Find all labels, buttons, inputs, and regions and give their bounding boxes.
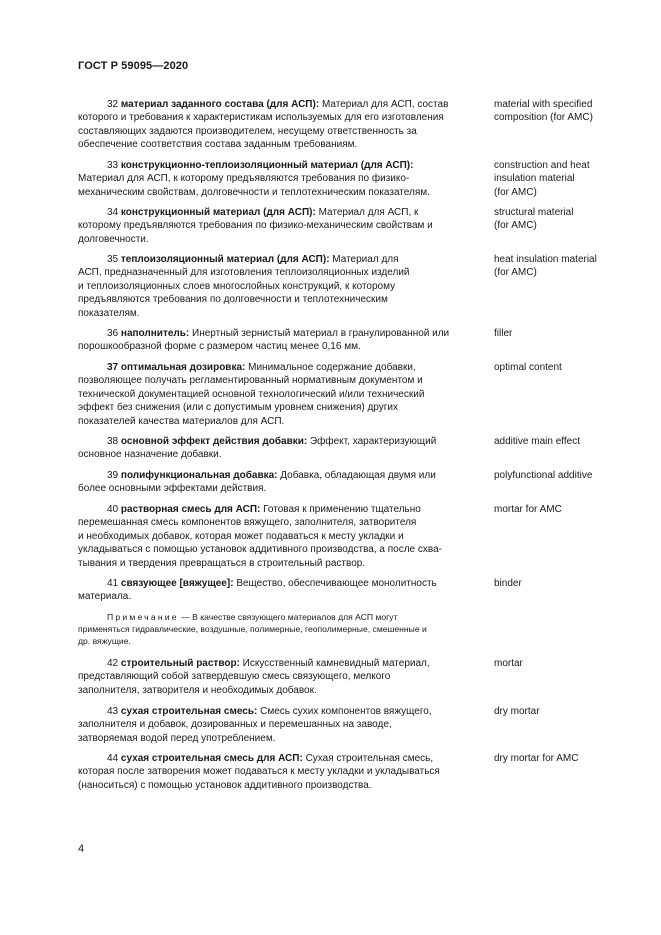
english-line: binder [494, 578, 522, 589]
english-equivalent [494, 98, 634, 125]
definition-line: (наноситься) с помощью установок аддитивного производства. [78, 779, 372, 791]
document-standard-header: ГОСТ Р 59095—2020 [78, 60, 189, 72]
note-label: Примечание [107, 612, 179, 622]
definition-line: и теплоизоляционных слоев многослойных конструкций, к которому [78, 280, 396, 292]
definition-line: Материал для АСП, к которому предъявляются требования по физико- [78, 173, 410, 185]
english-equivalent [494, 469, 634, 482]
term-title: связующее [вяжущее]: [120, 578, 234, 589]
term-definition [78, 577, 493, 604]
term-number: 41 [107, 578, 119, 589]
english-line: additive main effect [494, 436, 580, 447]
definition-line: показателям. [78, 307, 140, 319]
note-line: др. вяжущие. [78, 636, 131, 646]
english-line: (for AMC) [494, 220, 537, 232]
term-definition [78, 253, 493, 320]
definition-line: основное назначение добавки. [78, 449, 222, 461]
english-line: filler [494, 328, 513, 339]
definition-start: Материал для АСП, состав [319, 99, 449, 110]
definition-start: Вещество, обеспечивающее монолитность [233, 578, 437, 589]
definition-line: показателей качества материалов для АСП. [78, 415, 285, 427]
term-number: 32 [107, 99, 119, 110]
definition-start: Инертный зернистый материал в гранулированной или [189, 328, 450, 339]
definition-start: Материал для [329, 254, 399, 265]
term-number: 36 [107, 328, 119, 339]
term-definition [78, 752, 493, 792]
term-definition [78, 206, 493, 246]
english-equivalent [494, 657, 634, 670]
english-equivalent [494, 752, 634, 765]
english-line: (for AMC) [494, 267, 537, 279]
definition-line: затворяемая водой перед употреблением. [78, 732, 276, 744]
term-title: оптимальная дозировка: [120, 362, 246, 373]
english-equivalent [494, 577, 634, 590]
term-definition [78, 159, 493, 199]
note-block [78, 611, 493, 647]
term-definition [78, 503, 493, 570]
definition-line: долговечности. [78, 233, 149, 245]
definition-line: составляющих задаются производителем, несущему ответственность за [78, 125, 417, 137]
definition-start: Минимальное содержание добавки, [245, 362, 416, 373]
english-line: structural material [494, 207, 574, 218]
english-line: composition (for AMC) [494, 112, 593, 124]
definition-line: обеспечение соответствия состава заданным требованиям. [78, 139, 358, 151]
definition-line: более основными эффектами действия. [78, 483, 267, 495]
english-line: construction and heat [494, 160, 590, 171]
definition-line: укладываться с помощью установок аддитивного производства, а после схва- [78, 544, 442, 556]
term-title: наполнитель: [120, 328, 190, 339]
term-title: теплоизоляционный материал (для АСП): [120, 254, 330, 265]
term-definition [78, 705, 493, 745]
english-line: heat insulation material [494, 254, 597, 265]
definition-line: заполнителя, затворителя и необходимых добавок. [78, 684, 317, 696]
definition-line: технической документацией основной технологический и/или технический [78, 388, 425, 400]
definition-start: Искусственный камневидный материал, [239, 658, 430, 669]
term-definition [78, 361, 493, 428]
term-definition [78, 657, 493, 697]
definition-start: Материал для АСП, к [315, 207, 419, 218]
term-title: сухая строительная смесь: [120, 706, 258, 717]
term-definition [78, 98, 493, 152]
english-line: (for AMC) [494, 186, 537, 198]
term-number: 44 [107, 753, 119, 764]
english-equivalent [494, 206, 634, 233]
definition-line: которого и требования к характеристикам используемых для его изготовления [78, 112, 444, 124]
definition-start: Добавка, обладающая двумя или [277, 470, 436, 481]
note-text-start: — В качестве связующего материалов для АСП могут [178, 612, 398, 622]
english-line: dry mortar for AMC [494, 753, 579, 764]
term-number: 38 [107, 436, 119, 447]
term-number: 33 [107, 160, 119, 171]
term-title: полифункциональная добавка: [120, 470, 278, 481]
english-line: mortar for AMC [494, 504, 562, 515]
term-title: конструкционный материал (для АСП): [120, 207, 316, 218]
english-equivalent [494, 705, 634, 718]
definition-line: эффект без снижения (или с допустимым уровнем снижения) других [78, 402, 398, 414]
term-title: материал заданного состава (для АСП): [120, 99, 320, 110]
page-number: 4 [78, 843, 85, 855]
definition-line: представляющий собой затвердевшую смесь связующего, мелкого [78, 671, 391, 683]
english-equivalent [494, 503, 634, 516]
english-equivalent [494, 253, 634, 280]
english-equivalent [494, 327, 634, 340]
definition-line: и необходимых добавок, которая может подаваться к месту укладки и [78, 530, 404, 542]
term-number: 42 [107, 658, 119, 669]
definition-line: позволяющее получать регламентированный нормативным документом и [78, 375, 423, 387]
note-line: применяться гидравлические, воздушные, полимерные, геополимерные, смешенные и [78, 624, 427, 634]
definition-line: предъявляются требования по долговечности и теплотехническим [78, 294, 388, 306]
definition-start: Готовая к применению тщательно [260, 504, 421, 515]
definition-line: порошкообразной форме с размером частиц менее 0,16 мм. [78, 341, 361, 353]
term-number: 37 [107, 362, 119, 373]
term-title: растворная смесь для АСП: [120, 504, 261, 515]
term-definition [78, 469, 493, 496]
english-line: mortar [494, 658, 523, 669]
term-definition [78, 327, 493, 354]
english-line: insulation material [494, 173, 575, 185]
definition-line: механическим свойствам, долговечности и теплотехническим показателям. [78, 186, 430, 198]
definition-line: заполнителя и добавок, дозированных и перемешанных на заводе, [78, 719, 392, 731]
definition-line: которая после затворения может подаваться к месту укладки и укладываться [78, 766, 440, 778]
definition-line: материала. [78, 591, 132, 603]
definition-line: тывания и твердения превращаться в строительный раствор. [78, 557, 366, 569]
definition-start: Сухая строительная смесь, [302, 753, 434, 764]
term-number: 35 [107, 254, 119, 265]
english-equivalent [494, 361, 634, 374]
term-number: 40 [107, 504, 119, 515]
term-number: 34 [107, 207, 119, 218]
english-line: material with specified [494, 99, 593, 110]
definition-line: перемешанная смесь компонентов вяжущего, заполнителя, затворителя [78, 517, 417, 529]
definition-line: которому предъявляются требования по физико-механическим свойствам и [78, 220, 433, 232]
definition-line: АСП, предназначенный для изготовления теплоизоляционных изделий [78, 267, 410, 279]
term-title: сухая строительная смесь для АСП: [120, 753, 303, 764]
term-title: строительный раствор: [120, 658, 240, 669]
english-equivalent [494, 159, 634, 199]
term-title: основной эффект действия добавки: [120, 436, 308, 447]
english-equivalent [494, 435, 634, 448]
definition-start: Эффект, характеризующий [307, 436, 437, 447]
english-line: dry mortar [494, 706, 540, 717]
term-title: конструкционно-теплоизоляционный материал (для АСП): [120, 160, 414, 171]
english-line: polyfunctional additive [494, 470, 593, 481]
definition-start: Смесь сухих компонентов вяжущего, [257, 706, 432, 717]
term-number: 39 [107, 470, 119, 481]
english-line: optimal content [494, 362, 562, 373]
term-number: 43 [107, 706, 119, 717]
term-definition [78, 435, 493, 462]
